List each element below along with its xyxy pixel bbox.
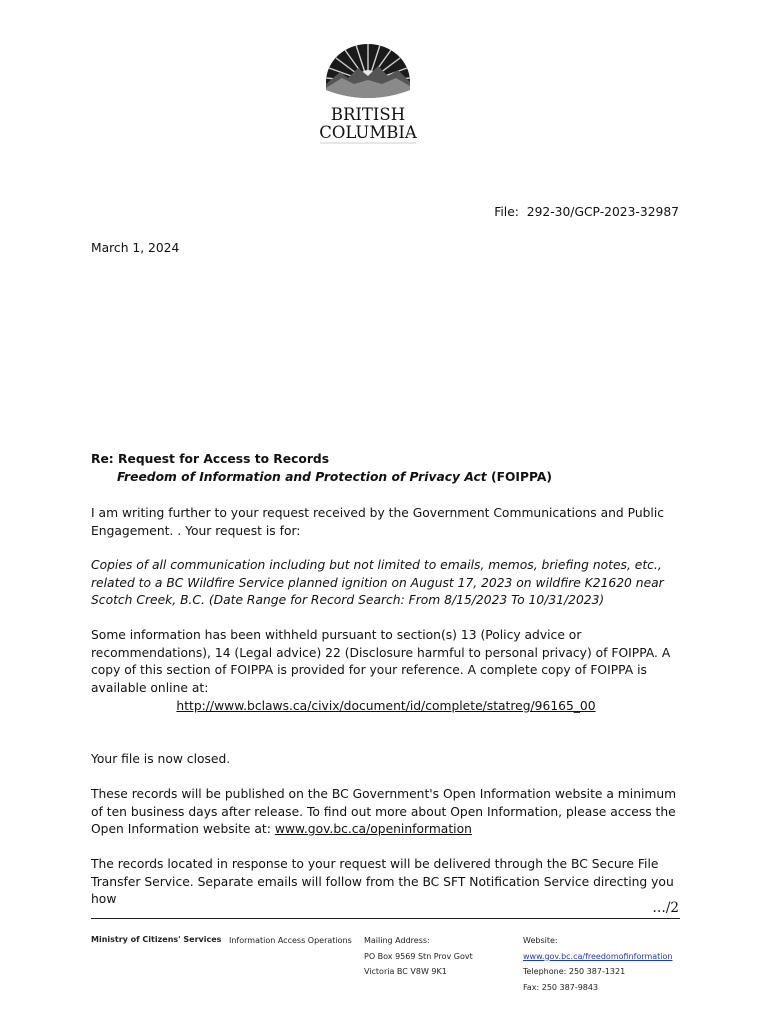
letter-date: March 1, 2024 [91, 241, 180, 255]
open-information-paragraph [91, 786, 681, 839]
bc-government-logo [312, 42, 424, 146]
subject-line: Re: Request for Access to Records [91, 452, 330, 466]
footer-mailing-address [364, 933, 473, 980]
act-title: Freedom of Information and Protection of Privacy Act [117, 469, 487, 484]
mailing-line1: PO Box 9569 Stn Prov Govt [364, 951, 473, 961]
intro-paragraph: I am writing further to your request received by the Government Communications and Public Engagement. . Your request is for: [91, 506, 665, 538]
mailing-line2: Victoria BC V8W 9K1 [364, 967, 447, 976]
logo-text-british: BRITISH [330, 105, 406, 124]
delivery-paragraph: The records located in response to your request will be delivered through the BC Secure File Transfer Service. Separate emails will follow from the BC SFT Notification Service directing you how [91, 857, 674, 906]
footer-ministry: Ministry of Citizens' Services [91, 935, 222, 944]
website-link[interactable]: www.gov.bc.ca/freedomofinformation [523, 951, 673, 961]
footer-contact [523, 933, 673, 995]
subject-act [91, 469, 691, 487]
page-continuation-marker: …/2 [652, 900, 679, 916]
footer-department: Information Access Operations [229, 936, 352, 945]
file-reference: File: 292-30/GCP-2023-32987 [494, 205, 679, 219]
foippa-link-line [91, 698, 681, 716]
footer-divider [91, 918, 680, 919]
open-information-link[interactable]: www.gov.bc.ca/openinformation [274, 822, 472, 836]
mailing-label: Mailing Address: [364, 936, 430, 945]
open-information-text: These records will be published on the BC Government's Open Information website a minimum of ten business days after release. To find out more about Open Information, please access the Open Information website at: [91, 787, 677, 836]
act-abbreviation: (FOIPPA) [486, 469, 553, 484]
website-label: Website: [523, 936, 558, 945]
logo-text-columbia: COLUMBIA [319, 123, 417, 142]
subject-block [91, 451, 691, 486]
file-closed-paragraph: Your file is now closed. [91, 752, 231, 766]
fax: Fax: 250 387-9843 [523, 982, 599, 992]
request-description: Copies of all communication including but not limited to emails, memos, briefing notes, etc., related to a BC Wildfire Service planned ignition on August 17, 2023 on wildfire K21620 near Scotch Creek, B.C. (Date Range for Record Search: From 8/15/2023 To 10/31/2023) [91, 558, 664, 607]
bc-sun-mountain-emblem [312, 42, 424, 146]
foippa-link[interactable]: http://www.bclaws.ca/civix/document/id/complete/statreg/96165_00 [176, 699, 596, 713]
withheld-information-paragraph: Some information has been withheld pursuant to section(s) 13 (Policy advice or recommendations), 14 (Legal advice) 22 (Disclosure harmful to personal privacy) of FOIPPA. A copy of this section of FOIPPA is provided for your reference. A complete copy of FOIPPA is available online at: [91, 628, 671, 695]
telephone: Telephone: 250 387-1321 [523, 967, 626, 976]
